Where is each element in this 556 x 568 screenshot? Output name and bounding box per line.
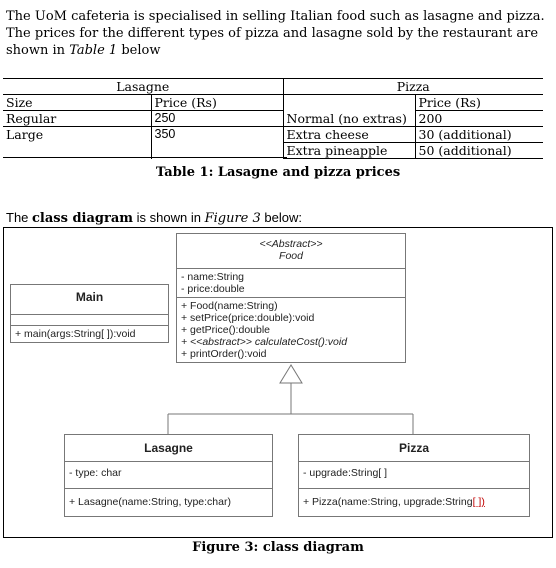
pizza-method-text: + Pizza(name:String, upgrade:String bbox=[303, 496, 473, 508]
pizza-type-cell: Extra cheese bbox=[283, 127, 415, 143]
pizza-type-cell: Normal (no extras) bbox=[283, 111, 415, 127]
food-method: + printOrder():void bbox=[181, 348, 267, 360]
food-attribute: - name:String bbox=[181, 271, 245, 283]
pizza-method bbox=[303, 496, 525, 508]
lasagne-size-cell: Regular bbox=[3, 111, 151, 127]
pizza-price-col-header: Price (Rs) bbox=[415, 95, 543, 111]
table-header-row bbox=[3, 79, 543, 95]
table-row bbox=[3, 111, 543, 127]
main-methods bbox=[11, 325, 168, 342]
food-method: + Food(name:String) bbox=[181, 300, 278, 312]
figure-caption: Figure 3: class diagram bbox=[192, 540, 364, 555]
class-intro-bold: class diagram bbox=[32, 211, 134, 226]
food-attributes bbox=[177, 268, 405, 297]
food-stereotype: <<Abstract>> bbox=[259, 238, 323, 250]
pizza-price-cell: 50 (additional) bbox=[415, 143, 543, 159]
lasagne-price-cell: 350 bbox=[151, 127, 283, 159]
table-bottom-border bbox=[3, 157, 287, 158]
lasagne-price-col-header: Price (Rs) bbox=[151, 95, 283, 111]
table-row bbox=[3, 95, 543, 111]
main-method: + main(args:String[ ]):void bbox=[15, 328, 136, 340]
lasagne-class-name: Lasagne bbox=[144, 441, 193, 455]
lasagne-methods bbox=[65, 488, 272, 516]
intro-paragraph bbox=[6, 8, 550, 59]
pizza-type-cell: Extra pineapple bbox=[283, 143, 415, 159]
class-intro-pre: The bbox=[6, 210, 33, 225]
pizza-attributes bbox=[299, 461, 529, 488]
food-method: + setPrice(price:double):void bbox=[181, 312, 315, 324]
lasagne-size-cell: Large bbox=[3, 127, 151, 159]
main-class-box bbox=[10, 284, 169, 343]
pizza-type-col-header bbox=[283, 95, 415, 111]
prices-table bbox=[3, 78, 543, 159]
intro-line-2-text: The prices for the different types of pizza and lasagne sold by the restaurant are shown in bbox=[6, 26, 539, 58]
food-class-box bbox=[176, 233, 406, 363]
class-intro-mid: is shown in bbox=[133, 210, 205, 225]
pizza-methods bbox=[299, 488, 529, 516]
intro-line-1: The UoM cafeteria is specialised in selling Italian food such as lasagne and pizza. bbox=[6, 9, 545, 24]
table-row bbox=[3, 127, 543, 143]
lasagne-class-box bbox=[64, 434, 273, 517]
food-class-header bbox=[177, 234, 405, 268]
pizza-price-cell: 30 (additional) bbox=[415, 127, 543, 143]
pizza-attribute: - upgrade:String[ ] bbox=[303, 467, 388, 479]
food-methods bbox=[177, 297, 405, 362]
pizza-class-box bbox=[298, 434, 530, 517]
pizza-header: Pizza bbox=[283, 79, 543, 95]
pizza-class-name: Pizza bbox=[398, 441, 429, 455]
lasagne-price-cell: 250 bbox=[151, 111, 283, 127]
pizza-price-cell: 200 bbox=[415, 111, 543, 127]
lasagne-attribute: - type: char bbox=[69, 467, 122, 479]
table-caption: Table 1: Lasagne and pizza prices bbox=[155, 165, 401, 180]
class-diagram-intro bbox=[6, 210, 302, 226]
table-reference: Table 1 bbox=[69, 43, 118, 58]
size-col-header: Size bbox=[3, 95, 151, 111]
class-diagram bbox=[3, 227, 553, 538]
food-method: + getPrice():double bbox=[181, 324, 271, 336]
pizza-method-underlined: [ ]) bbox=[472, 496, 485, 508]
class-intro-end: below: bbox=[260, 210, 302, 225]
food-method-abstract: + <<abstract>> calculateCost():void bbox=[181, 336, 348, 348]
figure-reference: Figure 3 bbox=[204, 211, 261, 226]
food-class-name: Food bbox=[279, 250, 303, 262]
inheritance-arrow-icon bbox=[280, 365, 302, 383]
intro-line-2 bbox=[6, 25, 550, 59]
lasagne-method: + Lasagne(name:String, type:char) bbox=[69, 496, 231, 508]
intro-line-2-end: below bbox=[117, 43, 161, 58]
lasagne-attributes bbox=[65, 461, 272, 488]
lasagne-header: Lasagne bbox=[3, 79, 283, 95]
main-class-name: Main bbox=[75, 290, 104, 304]
main-attributes bbox=[11, 314, 168, 325]
food-attribute: - price:double bbox=[181, 283, 245, 295]
